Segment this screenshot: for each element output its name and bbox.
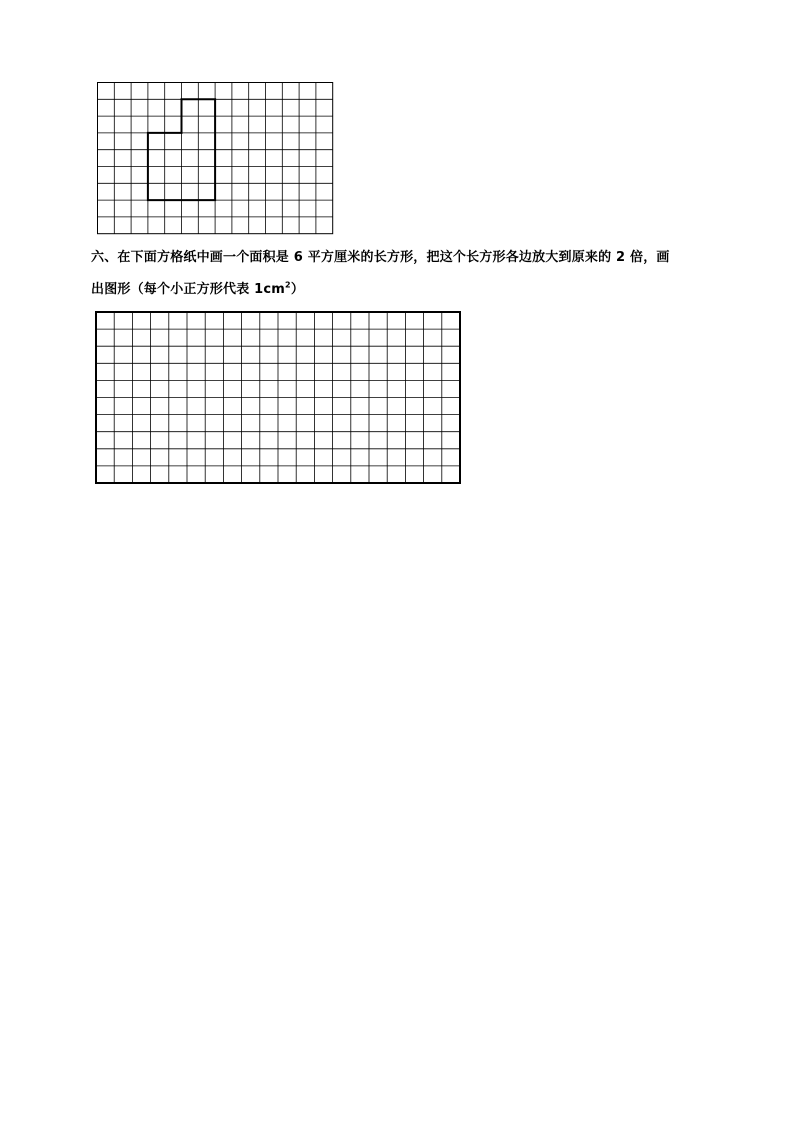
superscript-2: 2 (285, 280, 291, 290)
question-six-line-2-text: 出图形（每个小正方形代表 1cm (91, 282, 286, 297)
question-six-line-2-close: ） (290, 282, 305, 297)
grid-with-shape (97, 82, 333, 234)
question-six-line-2 (91, 281, 304, 299)
blank-drawing-grid[interactable] (95, 311, 461, 484)
question-six-line-1: 六、在下面方格纸中画一个面积是 6 平方厘米的长方形，把这个长方形各边放大到原来的 2 倍，画 (91, 250, 670, 265)
